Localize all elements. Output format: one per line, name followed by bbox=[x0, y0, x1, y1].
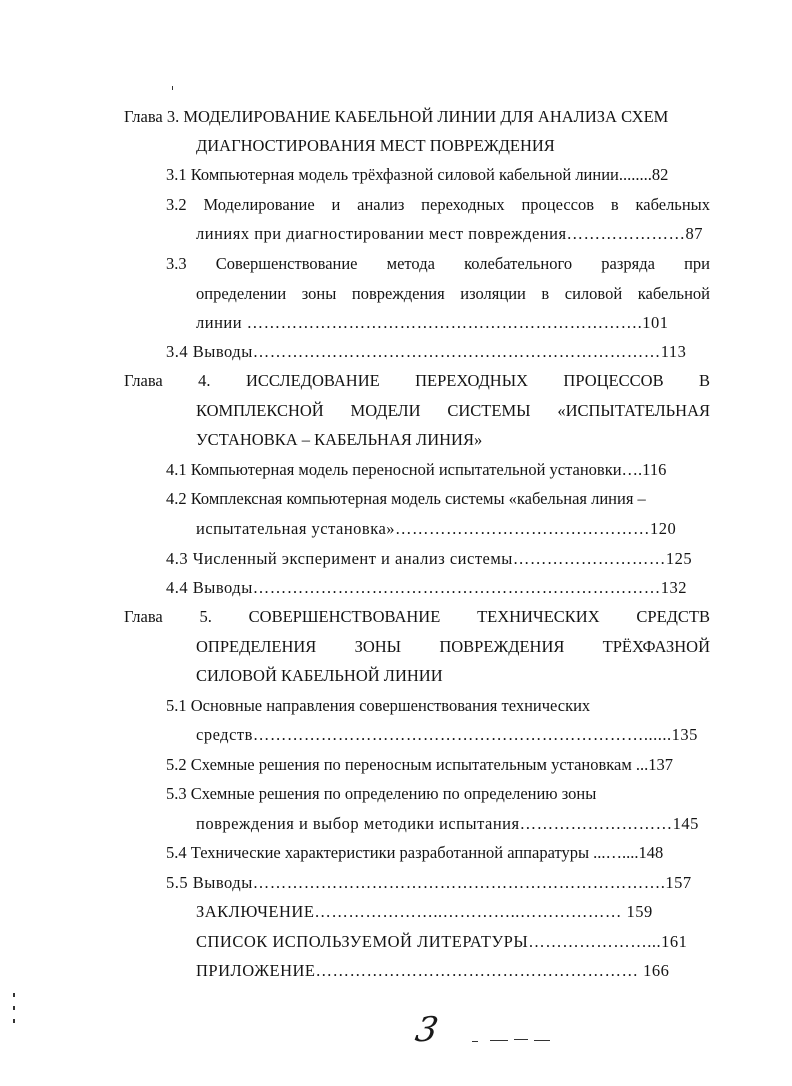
toc-entry-5-2: 5.2 Схемные решения по переносным испытательным установкам ...137 bbox=[166, 755, 674, 774]
chapter-5-title-line-3: СИЛОВОЙ КАБЕЛЬНОЙ ЛИНИИ bbox=[196, 666, 443, 685]
toc-entry-5-1-line-1: 5.1 Основные направления совершенствования технических bbox=[166, 696, 591, 715]
toc-entry-references: СПИСОК ИСПОЛЬЗУЕМОЙ ЛИТЕРАТУРЫ…………………...161 bbox=[196, 932, 688, 951]
toc-entry-4-2-line-2: испытательная установка»………………………………………120 bbox=[196, 519, 677, 538]
scan-mark bbox=[172, 86, 173, 90]
chapter-5-title-line-2: ОПРЕДЕЛЕНИЯ ЗОНЫ ПОВРЕЖДЕНИЯ ТРЁХФАЗНОЙ bbox=[196, 637, 710, 656]
scan-mark bbox=[472, 1041, 478, 1042]
page-number: 3 bbox=[412, 1010, 442, 1050]
toc-entry-4-4: 4.4 Выводы………………………………………………………………132 bbox=[166, 578, 688, 597]
toc-entry-3-3-line-3: линии …………………………………………………………….101 bbox=[196, 313, 669, 332]
toc-entry-5-4: 5.4 Технические характеристики разработанной аппаратуры ...…....148 bbox=[166, 843, 664, 862]
toc-entry-3-3-line-2: определении зоны повреждения изоляции в силовой кабельной bbox=[196, 284, 710, 303]
scan-mark bbox=[13, 993, 15, 997]
chapter-4-title-line-2: КОМПЛЕКСНОЙ МОДЕЛИ СИСТЕМЫ «ИСПЫТАТЕЛЬНАЯ bbox=[196, 401, 710, 420]
scan-mark bbox=[490, 1040, 508, 1041]
chapter-4-title-line-1: Глава 4. ИССЛЕДОВАНИЕ ПЕРЕХОДНЫХ ПРОЦЕССОВ В bbox=[124, 371, 710, 390]
toc-entry-3-4: 3.4 Выводы………………………………………………………………113 bbox=[166, 342, 687, 361]
toc-entry-4-1: 4.1 Компьютерная модель переносной испытательной установки….116 bbox=[166, 460, 667, 479]
toc-entry-3-2-line-2: линиях при диагностировании мест повреждения…………………87 bbox=[196, 224, 704, 243]
toc-entry-4-3: 4.3 Численный эксперимент и анализ системы………………………125 bbox=[166, 549, 693, 568]
chapter-3-title-line-1: Глава 3. МОДЕЛИРОВАНИЕ КАБЕЛЬНОЙ ЛИНИИ ДЛЯ АНАЛИЗА СХЕМ bbox=[124, 107, 669, 126]
toc-entry-4-2-line-1: 4.2 Комплексная компьютерная модель системы «кабельная линия – bbox=[166, 489, 646, 508]
scan-mark bbox=[13, 1019, 15, 1023]
toc-entry-5-3-line-1: 5.3 Схемные решения по определению по определению зоны bbox=[166, 784, 597, 803]
toc-entry-conclusion: ЗАКЛЮЧЕНИЕ…………………..…………..……………… 159 bbox=[196, 902, 653, 921]
toc-entry-3-1: 3.1 Компьютерная модель трёхфазной силовой кабельной линии........82 bbox=[166, 165, 669, 184]
toc-entry-3-3-line-1: 3.3 Совершенствование метода колебательного разряда при bbox=[166, 254, 710, 273]
toc-entry-appendix: ПРИЛОЖЕНИЕ………………………………………………… 166 bbox=[196, 961, 670, 980]
toc-entry-5-3-line-2: повреждения и выбор методики испытания………………………145 bbox=[196, 814, 699, 833]
toc-entry-5-5: 5.5 Выводы……………………………………………………………….157 bbox=[166, 873, 692, 892]
scan-mark bbox=[514, 1039, 528, 1040]
chapter-3-title-line-2: ДИАГНОСТИРОВАНИЯ МЕСТ ПОВРЕЖДЕНИЯ bbox=[196, 136, 555, 155]
scan-mark bbox=[534, 1040, 550, 1041]
toc-entry-5-1-line-2: средств……………………………………………………………......135 bbox=[196, 725, 698, 744]
chapter-4-title-line-3: УСТАНОВКА – КАБЕЛЬНАЯ ЛИНИЯ» bbox=[196, 430, 483, 449]
toc-entry-3-2-line-1: 3.2 Моделирование и анализ переходных процессов в кабельных bbox=[166, 195, 710, 214]
chapter-5-title-line-1: Глава 5. СОВЕРШЕНСТВОВАНИЕ ТЕХНИЧЕСКИХ СРЕДСТВ bbox=[124, 607, 710, 626]
scan-mark bbox=[13, 1006, 15, 1010]
